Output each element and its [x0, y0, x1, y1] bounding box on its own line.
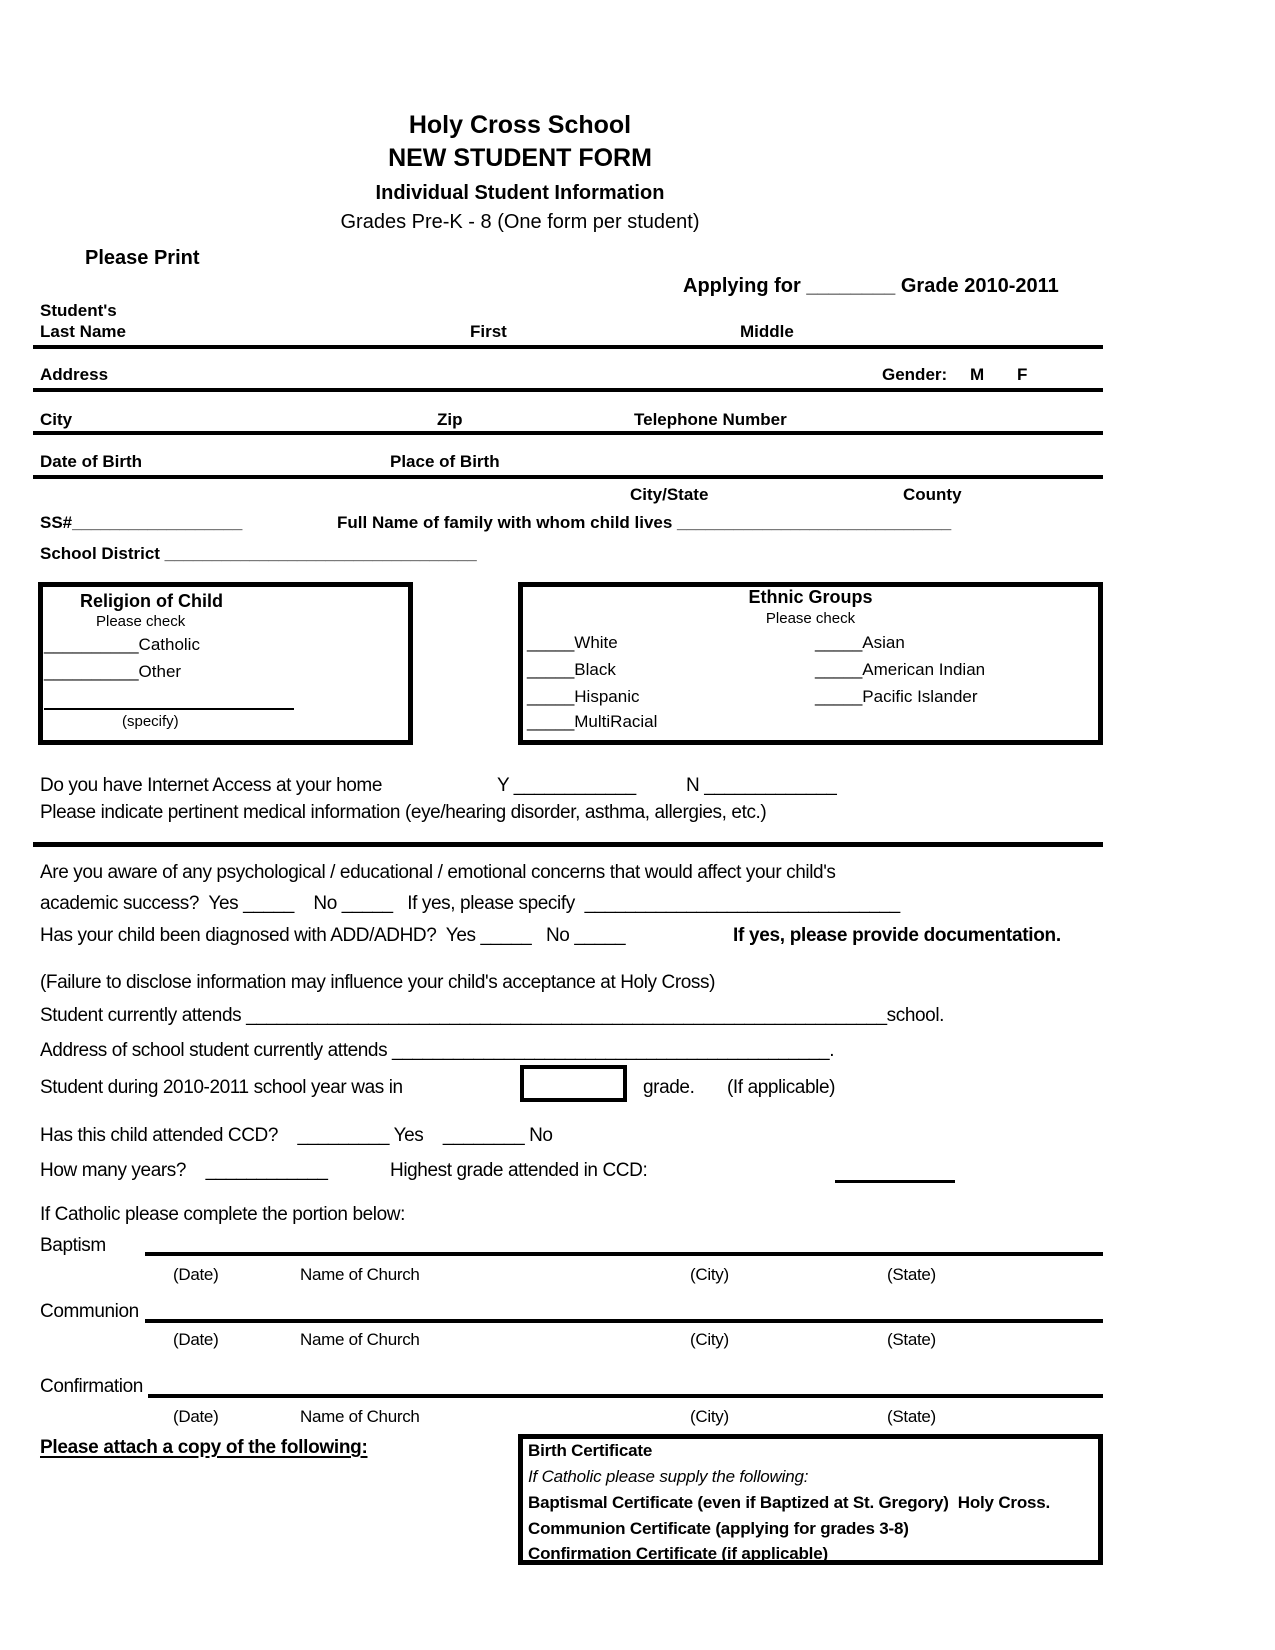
- ethnic-option-multiracial: _____MultiRacial: [527, 712, 658, 731]
- middle-name-label: Middle: [740, 322, 794, 341]
- adhd-question: Has your child been diagnosed with ADD/ADHD? Yes _____ No _____: [40, 925, 626, 946]
- ssn-field: SS#__________________: [40, 513, 243, 532]
- city-label: City: [40, 410, 73, 429]
- school-year-grade-question: Student during 2010-2011 school year was in: [40, 1077, 403, 1098]
- ccd-years-question: How many years? ____________: [40, 1160, 328, 1181]
- if-catholic-instruction: If Catholic please complete the portion below:: [40, 1204, 405, 1225]
- baptismal-certificate-item: Baptismal Certificate (even if Baptized at St. Gregory) Holy Cross.: [528, 1493, 1051, 1512]
- school-address-field: Address of school student currently attends ___________________________________________.: [40, 1040, 835, 1061]
- religion-specify-line: [44, 708, 294, 710]
- communion-label: Communion: [40, 1301, 139, 1322]
- birth-certificate-item: Birth Certificate: [528, 1441, 653, 1460]
- city-row-underline: [33, 431, 1103, 435]
- communion-date-caption: (Date): [173, 1330, 219, 1349]
- religion-please-check: Please check: [96, 613, 186, 630]
- religion-option-other: __________Other: [44, 662, 182, 681]
- religion-option-catholic: __________Catholic: [44, 635, 200, 654]
- city-state-caption: City/State: [630, 485, 709, 504]
- confirmation-city-caption: (City): [690, 1407, 729, 1426]
- place-of-birth-label: Place of Birth: [390, 452, 500, 471]
- ethnic-option-black: _____Black: [527, 660, 616, 679]
- medical-info-prompt: Please indicate pertinent medical information (eye/hearing disorder, asthma, allergies, etc.): [40, 802, 767, 823]
- ethnic-please-check: Please check: [765, 610, 856, 627]
- ccd-highest-grade-blank: [835, 1180, 955, 1183]
- confirmation-label: Confirmation: [40, 1376, 143, 1397]
- internet-yes-blank: Y ____________: [497, 775, 636, 796]
- confirmation-state-caption: (State): [887, 1407, 936, 1426]
- confirmation-date-caption: (Date): [173, 1407, 219, 1426]
- ethnic-option-american-indian: _____American Indian: [815, 660, 986, 679]
- form-title: NEW STUDENT FORM: [388, 144, 652, 172]
- date-of-birth-label: Date of Birth: [40, 452, 142, 471]
- concerns-question-line1: Are you aware of any psychological / educational / emotional concerns that would affect your child's: [40, 862, 836, 883]
- county-caption: County: [903, 485, 962, 504]
- students-label: Student's: [40, 301, 117, 320]
- name-row-underline: [33, 345, 1103, 349]
- ethnic-option-asian: _____Asian: [815, 633, 905, 652]
- religion-box-title: Religion of Child: [80, 591, 223, 611]
- adhd-documentation-note: If yes, please provide documentation.: [733, 925, 1061, 946]
- if-catholic-supply-note: If Catholic please supply the following:: [528, 1467, 809, 1486]
- ccd-question: Has this child attended CCD? _________ Yes ________ No: [40, 1125, 553, 1146]
- baptism-church-caption: Name of Church: [300, 1265, 420, 1284]
- applying-for-field: Applying for ________ Grade 2010-2011: [683, 275, 1059, 297]
- grades-note: Grades Pre-K - 8 (One form per student): [340, 211, 700, 233]
- section-divider: [33, 842, 1103, 847]
- grade-word: grade.: [643, 1077, 695, 1098]
- confirmation-line: [148, 1394, 1103, 1398]
- concerns-question-line2: academic success? Yes _____ No _____ If yes, please specify _______________________________: [40, 893, 900, 914]
- communion-line: [145, 1319, 1103, 1323]
- gender-label: Gender:: [882, 365, 948, 384]
- communion-certificate-item: Communion Certificate (applying for grades 3-8): [528, 1519, 909, 1538]
- ethnic-box-title: Ethnic Groups: [748, 587, 873, 607]
- internet-no-blank: N _____________: [686, 775, 837, 796]
- first-name-label: First: [470, 322, 507, 341]
- baptism-city-caption: (City): [690, 1265, 729, 1284]
- baptism-date-caption: (Date): [173, 1265, 219, 1284]
- ccd-highest-grade-label: Highest grade attended in CCD:: [390, 1160, 648, 1181]
- baptism-line: [145, 1252, 1103, 1256]
- please-print-label: Please Print: [85, 247, 200, 269]
- disclosure-note: (Failure to disclose information may influence your child's acceptance at Holy Cross): [40, 972, 716, 993]
- school-name: Holy Cross School: [408, 111, 632, 139]
- ethnic-option-pacific-islander: _____Pacific Islander: [815, 687, 978, 706]
- gender-female-option: F: [1017, 365, 1028, 384]
- school-district-field: School District _________________________________: [40, 544, 477, 563]
- if-applicable-note: (If applicable): [727, 1077, 836, 1098]
- gender-male-option: M: [970, 365, 985, 384]
- confirmation-certificate-item: Confirmation Certificate (if applicable): [528, 1544, 828, 1563]
- form-subtitle: Individual Student Information: [375, 182, 665, 204]
- last-name-label: Last Name: [40, 322, 126, 341]
- ethnic-option-hispanic: _____Hispanic: [527, 687, 640, 706]
- family-name-field: Full Name of family with whom child lives _____________________________: [337, 513, 952, 532]
- communion-church-caption: Name of Church: [300, 1330, 420, 1349]
- baptism-label: Baptism: [40, 1235, 106, 1256]
- currently-attends-field: Student currently attends _______________________________________________________________school.: [40, 1005, 945, 1026]
- internet-access-question: Do you have Internet Access at your home: [40, 775, 383, 796]
- address-row-underline: [33, 388, 1103, 392]
- telephone-label: Telephone Number: [634, 410, 787, 429]
- birth-row-underline: [33, 475, 1103, 479]
- communion-state-caption: (State): [887, 1330, 936, 1349]
- communion-city-caption: (City): [690, 1330, 729, 1349]
- religion-specify-caption: (specify): [122, 713, 179, 730]
- zip-label: Zip: [437, 410, 463, 429]
- baptism-state-caption: (State): [887, 1265, 936, 1284]
- attachments-heading: Please attach a copy of the following:: [40, 1437, 368, 1458]
- confirmation-church-caption: Name of Church: [300, 1407, 420, 1426]
- ethnic-option-white: _____White: [527, 633, 618, 652]
- grade-entry-box: [520, 1065, 627, 1102]
- address-label: Address: [40, 365, 109, 384]
